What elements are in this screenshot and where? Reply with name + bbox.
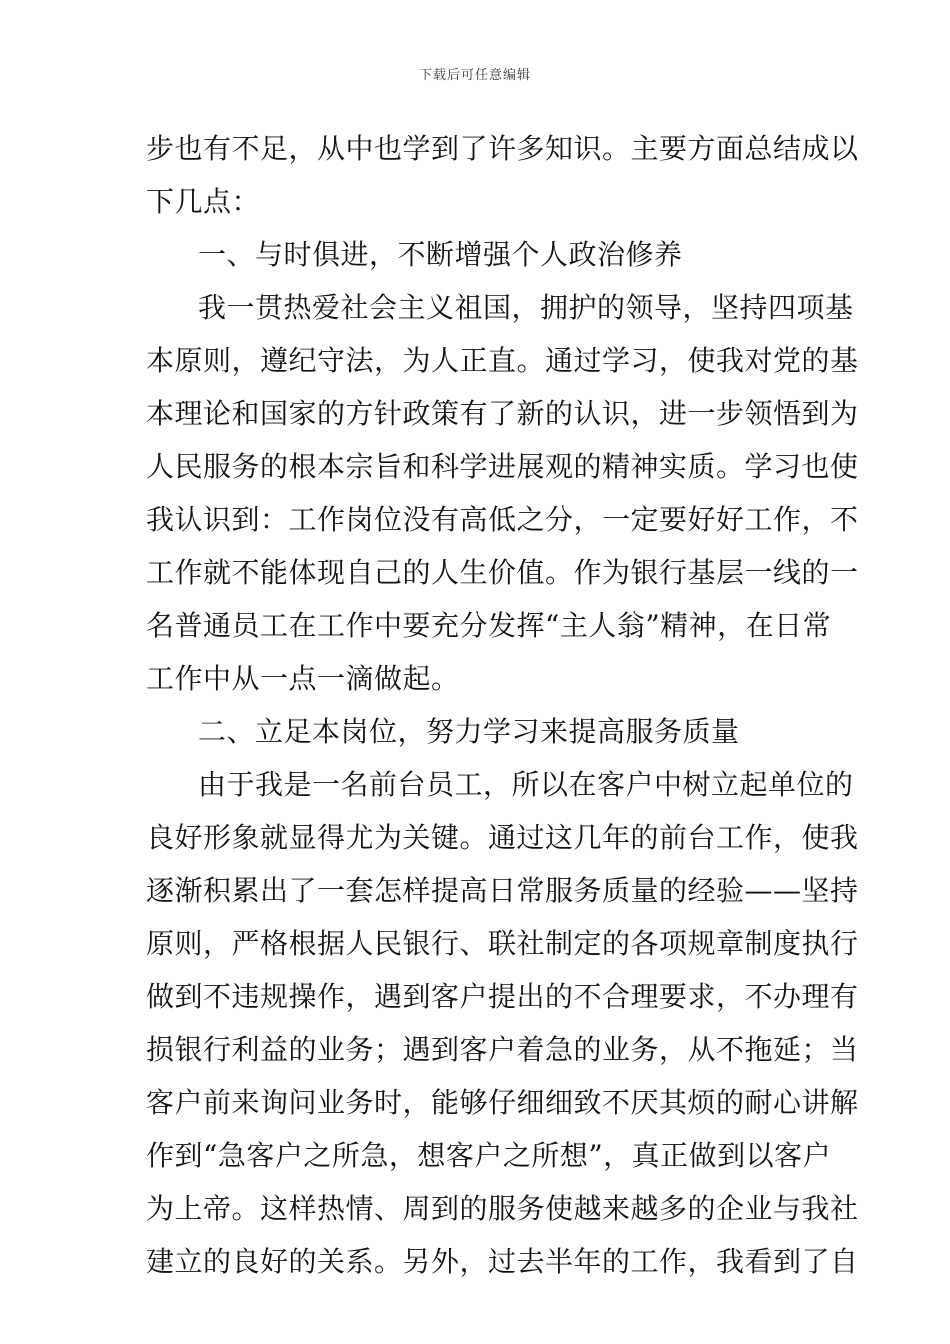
text-line: 逐渐积累出了一套怎样提高日常服务质量的经验——坚持 [146, 874, 859, 907]
text-line: 本理论和国家的方针政策有了新的认识，进一步领悟到为 [146, 397, 859, 430]
text-line: 我一贯热爱社会主义祖国，拥护的领导，坚持四项基 [198, 291, 854, 324]
text-line: 建立的良好的关系。另外，过去半年的工作，我看到了自 [146, 1245, 859, 1278]
text-line: 做到不违规操作，遇到客户提出的不合理要求，不办理有 [146, 980, 859, 1013]
text-line: 由于我是一名前台员工，所以在客户中树立起单位的 [198, 768, 854, 801]
text-line: 损银行利益的业务；遇到客户着急的业务，从不拖延；当 [146, 1033, 859, 1066]
text-line: 我认识到：工作岗位没有高低之分，一定要好好工作，不 [146, 503, 859, 536]
text-line: 工作中从一点一滴做起。 [146, 662, 460, 695]
text-line: 客户前来询问业务时，能够仔细细致不厌其烦的耐心讲解 [146, 1086, 859, 1119]
text-line: 二、立足本岗位，努力学习来提高服务质量 [198, 715, 740, 748]
text-line: 原则，严格根据人民银行、联社制定的各项规章制度执行 [146, 927, 859, 960]
document-body [146, 122, 859, 1288]
page-header: 下载后可任意编辑 [418, 68, 531, 83]
text-line: 步也有不足，从中也学到了许多知识。主要方面总结成以 [146, 132, 859, 165]
text-line: 良好形象就显得尤为关键。通过这几年的前台工作，使我 [146, 821, 859, 854]
text-line: 下几点： [146, 185, 261, 218]
text-line: 一、与时俱进，不断增强个人政治修养 [198, 238, 683, 271]
text-line: 名普通员工在工作中要充分发挥“主人翁”精神，在日常 [146, 609, 832, 642]
text-line: 人民服务的根本宗旨和科学进展观的精神实质。学习也使 [146, 450, 859, 483]
text-line: 作到“急客户之所急，想客户之所想”，真正做到以客户 [146, 1139, 832, 1172]
text-line: 为上帝。这样热情、周到的服务使越来越多的企业与我社 [146, 1192, 859, 1225]
text-line: 本原则，遵纪守法，为人正直。通过学习，使我对党的基 [146, 344, 859, 377]
text-line: 工作就不能体现自己的人生价值。作为银行基层一线的一 [146, 556, 859, 589]
